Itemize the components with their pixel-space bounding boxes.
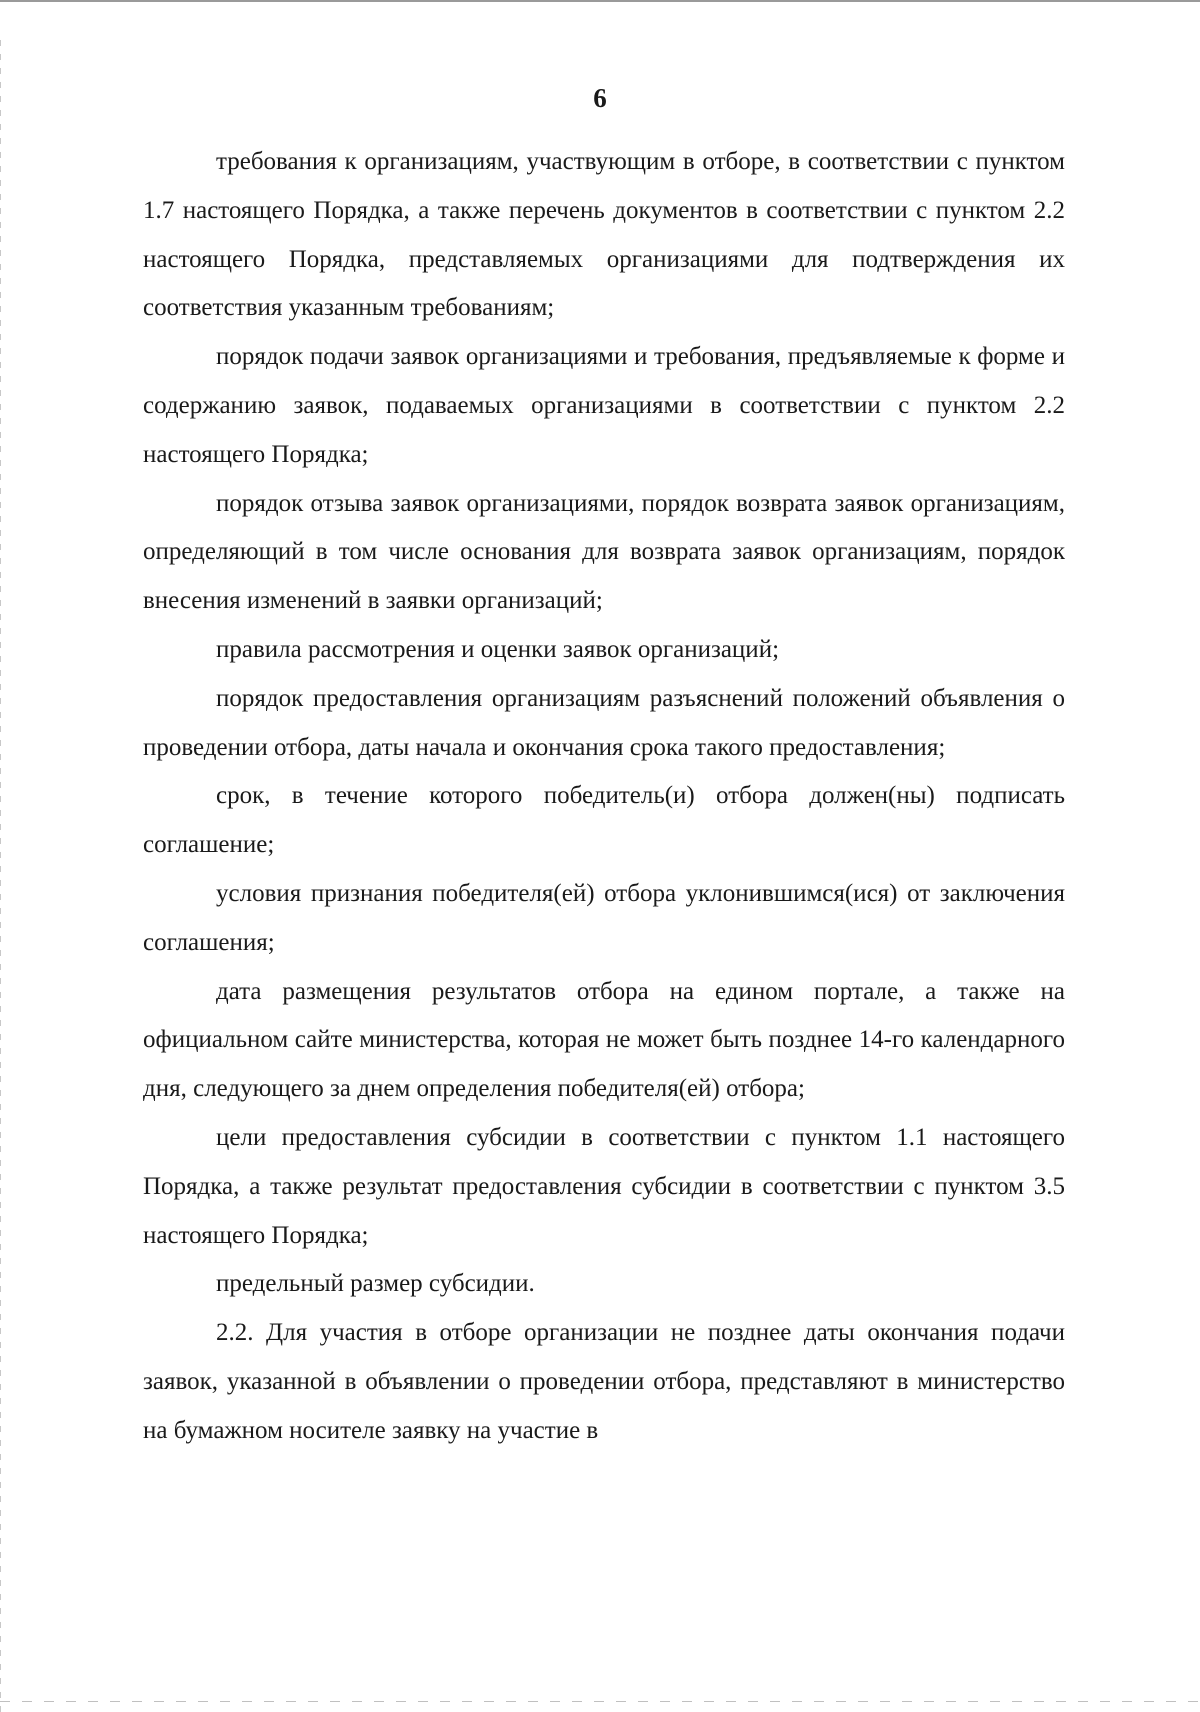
scan-top-edge bbox=[0, 0, 1200, 2]
paragraph-application-withdrawal: порядок отзыва заявок организациями, порядок возврата заявок организациям, определяющий в том числе основания для возврата заявок организациям, порядок внесения изменений в заявки организаций; bbox=[143, 489, 1065, 615]
scan-bottom-edge bbox=[0, 1701, 1200, 1702]
paragraph-evasion-conditions: условия признания победителя(ей) отбора уклонившимся(ися) от заключения соглашения; bbox=[143, 879, 1065, 956]
paragraph-agreement-deadline: срок, в течение которого победитель(и) отбора должен(ны) подписать соглашение; bbox=[143, 782, 1065, 859]
paragraph-section-2-2: 2.2. Для участия в отборе организации не позднее даты окончания подачи заявок, указанной в объявлении о проведении отбора, представляют в министерство на бумажном носителе заявку на участие в bbox=[143, 1319, 1065, 1444]
paragraph-organization-requirements: требования к организациям, участвующим в отборе, в соответствии с пунктом 1.7 настоящего Порядка, а также перечень документов в соответствии с пунктом 2.2 настоящего Порядка, представляемых организациями для подтверждения их соответствия указанным требованиям; bbox=[143, 148, 1065, 322]
document-body bbox=[143, 138, 1065, 1456]
paragraph-clarifications: порядок предоставления организациям разъяснений положений объявления о проведении отбора, даты начала и окончания срока такого предоставления; bbox=[143, 684, 1065, 761]
page-number: 6 bbox=[593, 83, 607, 113]
paragraph-subsidy-limit: предельный размер субсидии. bbox=[216, 1270, 535, 1298]
paragraph-subsidy-goals: цели предоставления субсидии в соответствии с пунктом 1.1 настоящего Порядка, а также результат предоставления субсидии в соответствии с пунктом 3.5 настоящего Порядка; bbox=[143, 1123, 1065, 1249]
scan-left-edge bbox=[0, 40, 1, 1712]
paragraph-review-rules: правила рассмотрения и оценки заявок организаций; bbox=[216, 635, 780, 663]
paragraph-results-publication: дата размещения результатов отбора на едином портале, а также на официальном сайте министерства, которая не может быть позднее 14-го календарного дня, следующего за днем определения победителя(ей) отбора; bbox=[143, 977, 1065, 1103]
paragraph-application-submission: порядок подачи заявок организациями и требования, предъявляемые к форме и содержанию заявок, подаваемых организациями в соответствии с пунктом 2.2 настоящего Порядка; bbox=[143, 343, 1065, 468]
